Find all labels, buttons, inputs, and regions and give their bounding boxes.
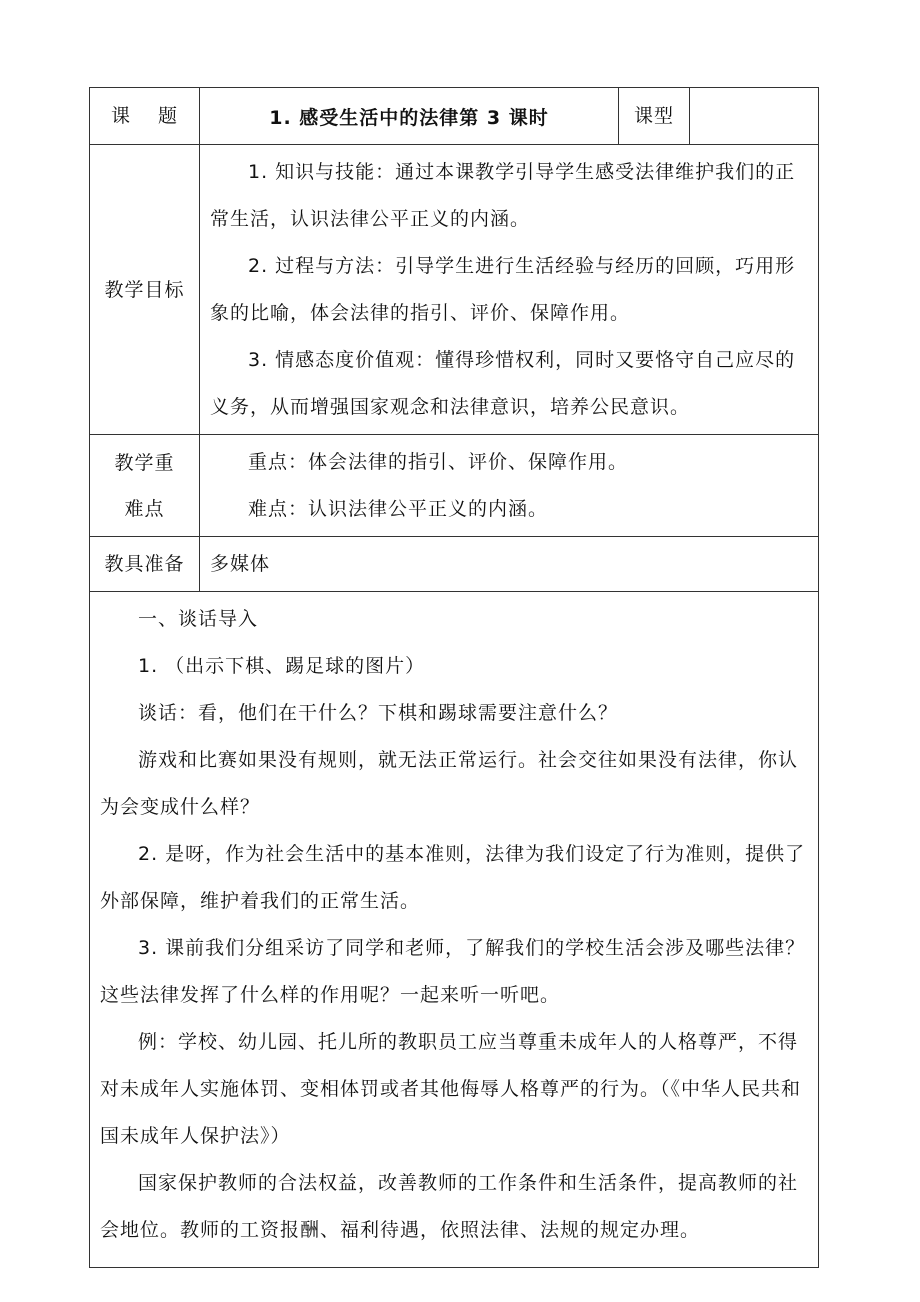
process-paragraph: 一、谈话导入 bbox=[138, 608, 259, 630]
process-paragraph: 2. 是呀，作为社会生活中的基本准则，法律为我们设定了行为准则，提供了外部保障，维护着我们的正常生活。 bbox=[100, 843, 806, 912]
process-paragraph: 国家保护教师的合法权益，改善教师的工作条件和生活条件，提高教师的社会地位。教师的工资报酬、福利待遇，依照法律、法规的规定办理。 bbox=[100, 1172, 799, 1241]
key-points-content bbox=[200, 435, 819, 537]
process-paragraph: 1. （出示下棋、踢足球的图片） bbox=[138, 655, 426, 677]
process-content bbox=[90, 592, 819, 1268]
process-paragraph: 谈话：看，他们在干什么？下棋和踢球需要注意什么？ bbox=[138, 702, 619, 724]
topic-value: 1. 感受生活中的法律第 3 课时 bbox=[200, 88, 619, 145]
materials-row bbox=[90, 537, 819, 592]
process-paragraph: 3. 课前我们分组采访了同学和老师，了解我们的学校生活会涉及哪些法律？这些法律发挥了什么样的作用呢？一起来听一听吧。 bbox=[100, 937, 806, 1006]
type-value bbox=[690, 88, 819, 145]
key-points-label bbox=[90, 435, 200, 537]
key-points-label-line2: 难点 bbox=[124, 497, 165, 520]
focus-point: 重点：体会法律的指引、评价、保障作用。 bbox=[248, 451, 629, 473]
key-points-row bbox=[90, 435, 819, 537]
topic-label: 课 题 bbox=[90, 88, 200, 145]
key-points-label-line1: 教学重 bbox=[114, 451, 175, 474]
type-label: 课型 bbox=[619, 88, 690, 145]
process-paragraph: 例：学校、幼儿园、托儿所的教职员工应当尊重未成年人的人格尊严，不得对未成年人实施体罚、变相体罚或者其他侮辱人格尊严的行为。（《中华人民共和国未成年人保护法》） bbox=[100, 1031, 802, 1147]
materials-label: 教具准备 bbox=[90, 537, 200, 592]
process-paragraph: 游戏和比赛如果没有规则，就无法正常运行。社会交往如果没有法律，你认为会变成什么样？ bbox=[100, 749, 799, 818]
objective-item: 1. 知识与技能：通过本课教学引导学生感受法律维护我们的正常生活，认识法律公平正义的内涵。 bbox=[210, 161, 796, 230]
objective-item: 3. 情感态度价值观：懂得珍惜权利，同时又要恪守自己应尽的义务，从而增强国家观念和法律意识，培养公民意识。 bbox=[210, 349, 796, 418]
objectives-content bbox=[200, 145, 819, 435]
materials-value-cell bbox=[200, 537, 819, 592]
lesson-plan-table bbox=[89, 87, 819, 1268]
objectives-row bbox=[90, 145, 819, 435]
objective-item: 2. 过程与方法：引导学生进行生活经验与经历的回顾，巧用形象的比喻，体会法律的指引、评价、保障作用。 bbox=[210, 255, 796, 324]
process-row bbox=[90, 592, 819, 1268]
header-row bbox=[90, 88, 819, 145]
materials-value: 多媒体 bbox=[210, 553, 271, 575]
difficulty-point: 难点：认识法律公平正义的内涵。 bbox=[248, 498, 549, 520]
objectives-label: 教学目标 bbox=[90, 145, 200, 435]
